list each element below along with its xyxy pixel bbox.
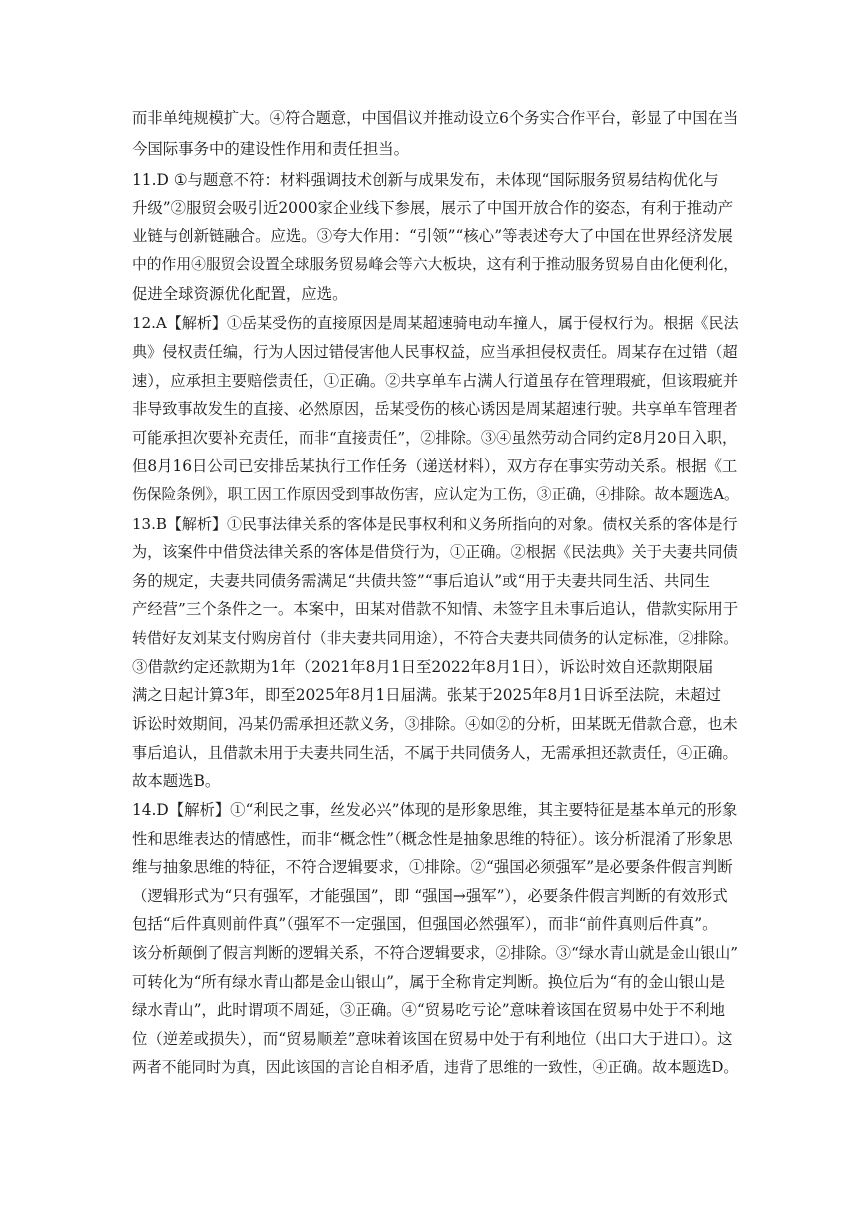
text-line: 促进全球资源优化配置，应选。 bbox=[132, 285, 348, 303]
text-line: 该分析颠倒了假言判断的逻辑关系，不符合逻辑要求，②排除。③“绿水青山就是金山银山” bbox=[132, 944, 738, 962]
text-line: 典》侵权责任编，行为人因过错侵害他人民事权益，应当承担侵权责任。周某存在过错（超 bbox=[132, 343, 738, 361]
text-line: 升级”②服贸会吸引近2000家企业线下参展，展示了中国开放合作的姿态，有利于推动产 bbox=[132, 199, 734, 217]
text-line: 13.B【解析】①民事法律关系的客体是民事权利和义务所指向的对象。债权关系的客体是行 bbox=[132, 515, 738, 533]
text-line: 业链与创新链融合。应选。③夸大作用：“引领”“核心”等表述夸大了中国在世界经济发展 bbox=[132, 227, 733, 245]
text-line: 14.D【解析】①“利民之事，丝发必兴”体现的是形象思维，其主要特征是基本单元的形象 bbox=[132, 801, 738, 819]
text-line: 非导致事故发生的直接、必然原因，岳某受伤的核心诱因是周某超速行驶。共享单车管理者 bbox=[132, 400, 738, 418]
text-line: 包括“后件真则前件真”（强军不一定强国，但强国必然强军），而非“前件真则后件真”。 bbox=[132, 915, 718, 933]
text-line: 两者不能同时为真，因此该国的言论自相矛盾，违背了思维的一致性，④正确。故本题选D。 bbox=[132, 1058, 739, 1076]
text-line: 可能承担次要补充责任，而非“直接责任”，②排除。③④虽然劳动合同约定8月20日入职， bbox=[132, 429, 738, 447]
text-line: 性和思维表达的情感性，而非“概念性”（概念性是抽象思维的特征）。该分析混淆了形象思 bbox=[132, 830, 733, 848]
text-line: 故本题选B。 bbox=[132, 772, 221, 790]
text-line: 事后追认，且借款未用于夫妻共同生活，不属于共同债务人，无需承担还款责任，④正确。 bbox=[132, 744, 738, 762]
text-line: 中的作用④服贸会设置全球服务贸易峰会等六大板块，这有利于推动服务贸易自由化便利化， bbox=[132, 256, 739, 273]
text-line: ③借款约定还款期为1年（2021年8月1日至2022年8月1日），诉讼时效自还款期限届 bbox=[132, 658, 714, 676]
text-line: 但8月16日公司已安排岳某执行工作任务（递送材料），双方存在事实劳动关系。根据《工 bbox=[132, 457, 738, 475]
text-line: 满之日起计算3年，即至2025年8月1日届满。张某于2025年8月1日诉至法院，未超过 bbox=[132, 686, 722, 704]
text-line: 11.D ①与题意不符：材料强调技术创新与成果发布，未体现“国际服务贸易结构优化与 bbox=[132, 171, 719, 189]
text-line: 转借好友刘某支付购房首付（非夫妻共同用途），不符合夫妻共同债务的认定标准，②排除。 bbox=[132, 629, 739, 647]
text-line: 产经营”三个条件之一。本案中，田某对借款不知情、未签字且未事后追认，借款实际用于 bbox=[132, 600, 739, 618]
text-line: 速），应承担主要赔偿责任，①正确。②共享单车占满人行道虽存在管理瑕疵，但该瑕疵并 bbox=[132, 372, 739, 390]
text-line: 绿水青山”，此时谓项不周延，③正确。④“贸易吃亏论”意味着该国在贸易中处于不利地 bbox=[132, 1001, 726, 1019]
text-line: 务的规定，夫妻共同债务需满足“共债共签”“事后追认”或“用于夫妻共同生活、共同生 bbox=[132, 572, 711, 590]
text-line: 而非单纯规模扩大。④符合题意，中国倡议并推动设立6个务实合作平台，彰显了中国在当 bbox=[132, 109, 739, 127]
text-line: 可转化为“所有绿水青山都是金山银山”，属于全称肯定判断。换位后为“有的金山银山是 bbox=[132, 973, 726, 991]
text-line: 12.A【解析】①岳某受伤的直接原因是周某超速骑电动车撞人，属于侵权行为。根据《民法 bbox=[132, 314, 739, 332]
text-line: 诉讼时效期间，冯某仍需承担还款义务，③排除。④如②的分析，田某既无借款合意，也未 bbox=[132, 715, 738, 733]
text-line: 维与抽象思维的特征，不符合逻辑要求，①排除。②“强国必须强军”是必要条件假言判断 bbox=[132, 858, 733, 876]
text-line: 伤保险条例》，职工因工作原因受到事故伤害，应认定为工伤，③正确，④排除。故本题选A。 bbox=[132, 486, 739, 503]
text-line: 位（逆差或损失），而“贸易顺差”意味着该国在贸易中处于有利地位（出口大于进口）。这 bbox=[132, 1030, 733, 1048]
text-line: 今国际事务中的建设性作用和责任担当。 bbox=[132, 140, 410, 158]
text-line: （逻辑形式为“只有强军，才能强国”，即 “强国→强军”），必要条件假言判断的有效形式 bbox=[132, 887, 728, 905]
text-line: 为，该案件中借贷法律关系的客体是借贷行为，①正确。②根据《民法典》关于夫妻共同债 bbox=[132, 543, 738, 561]
